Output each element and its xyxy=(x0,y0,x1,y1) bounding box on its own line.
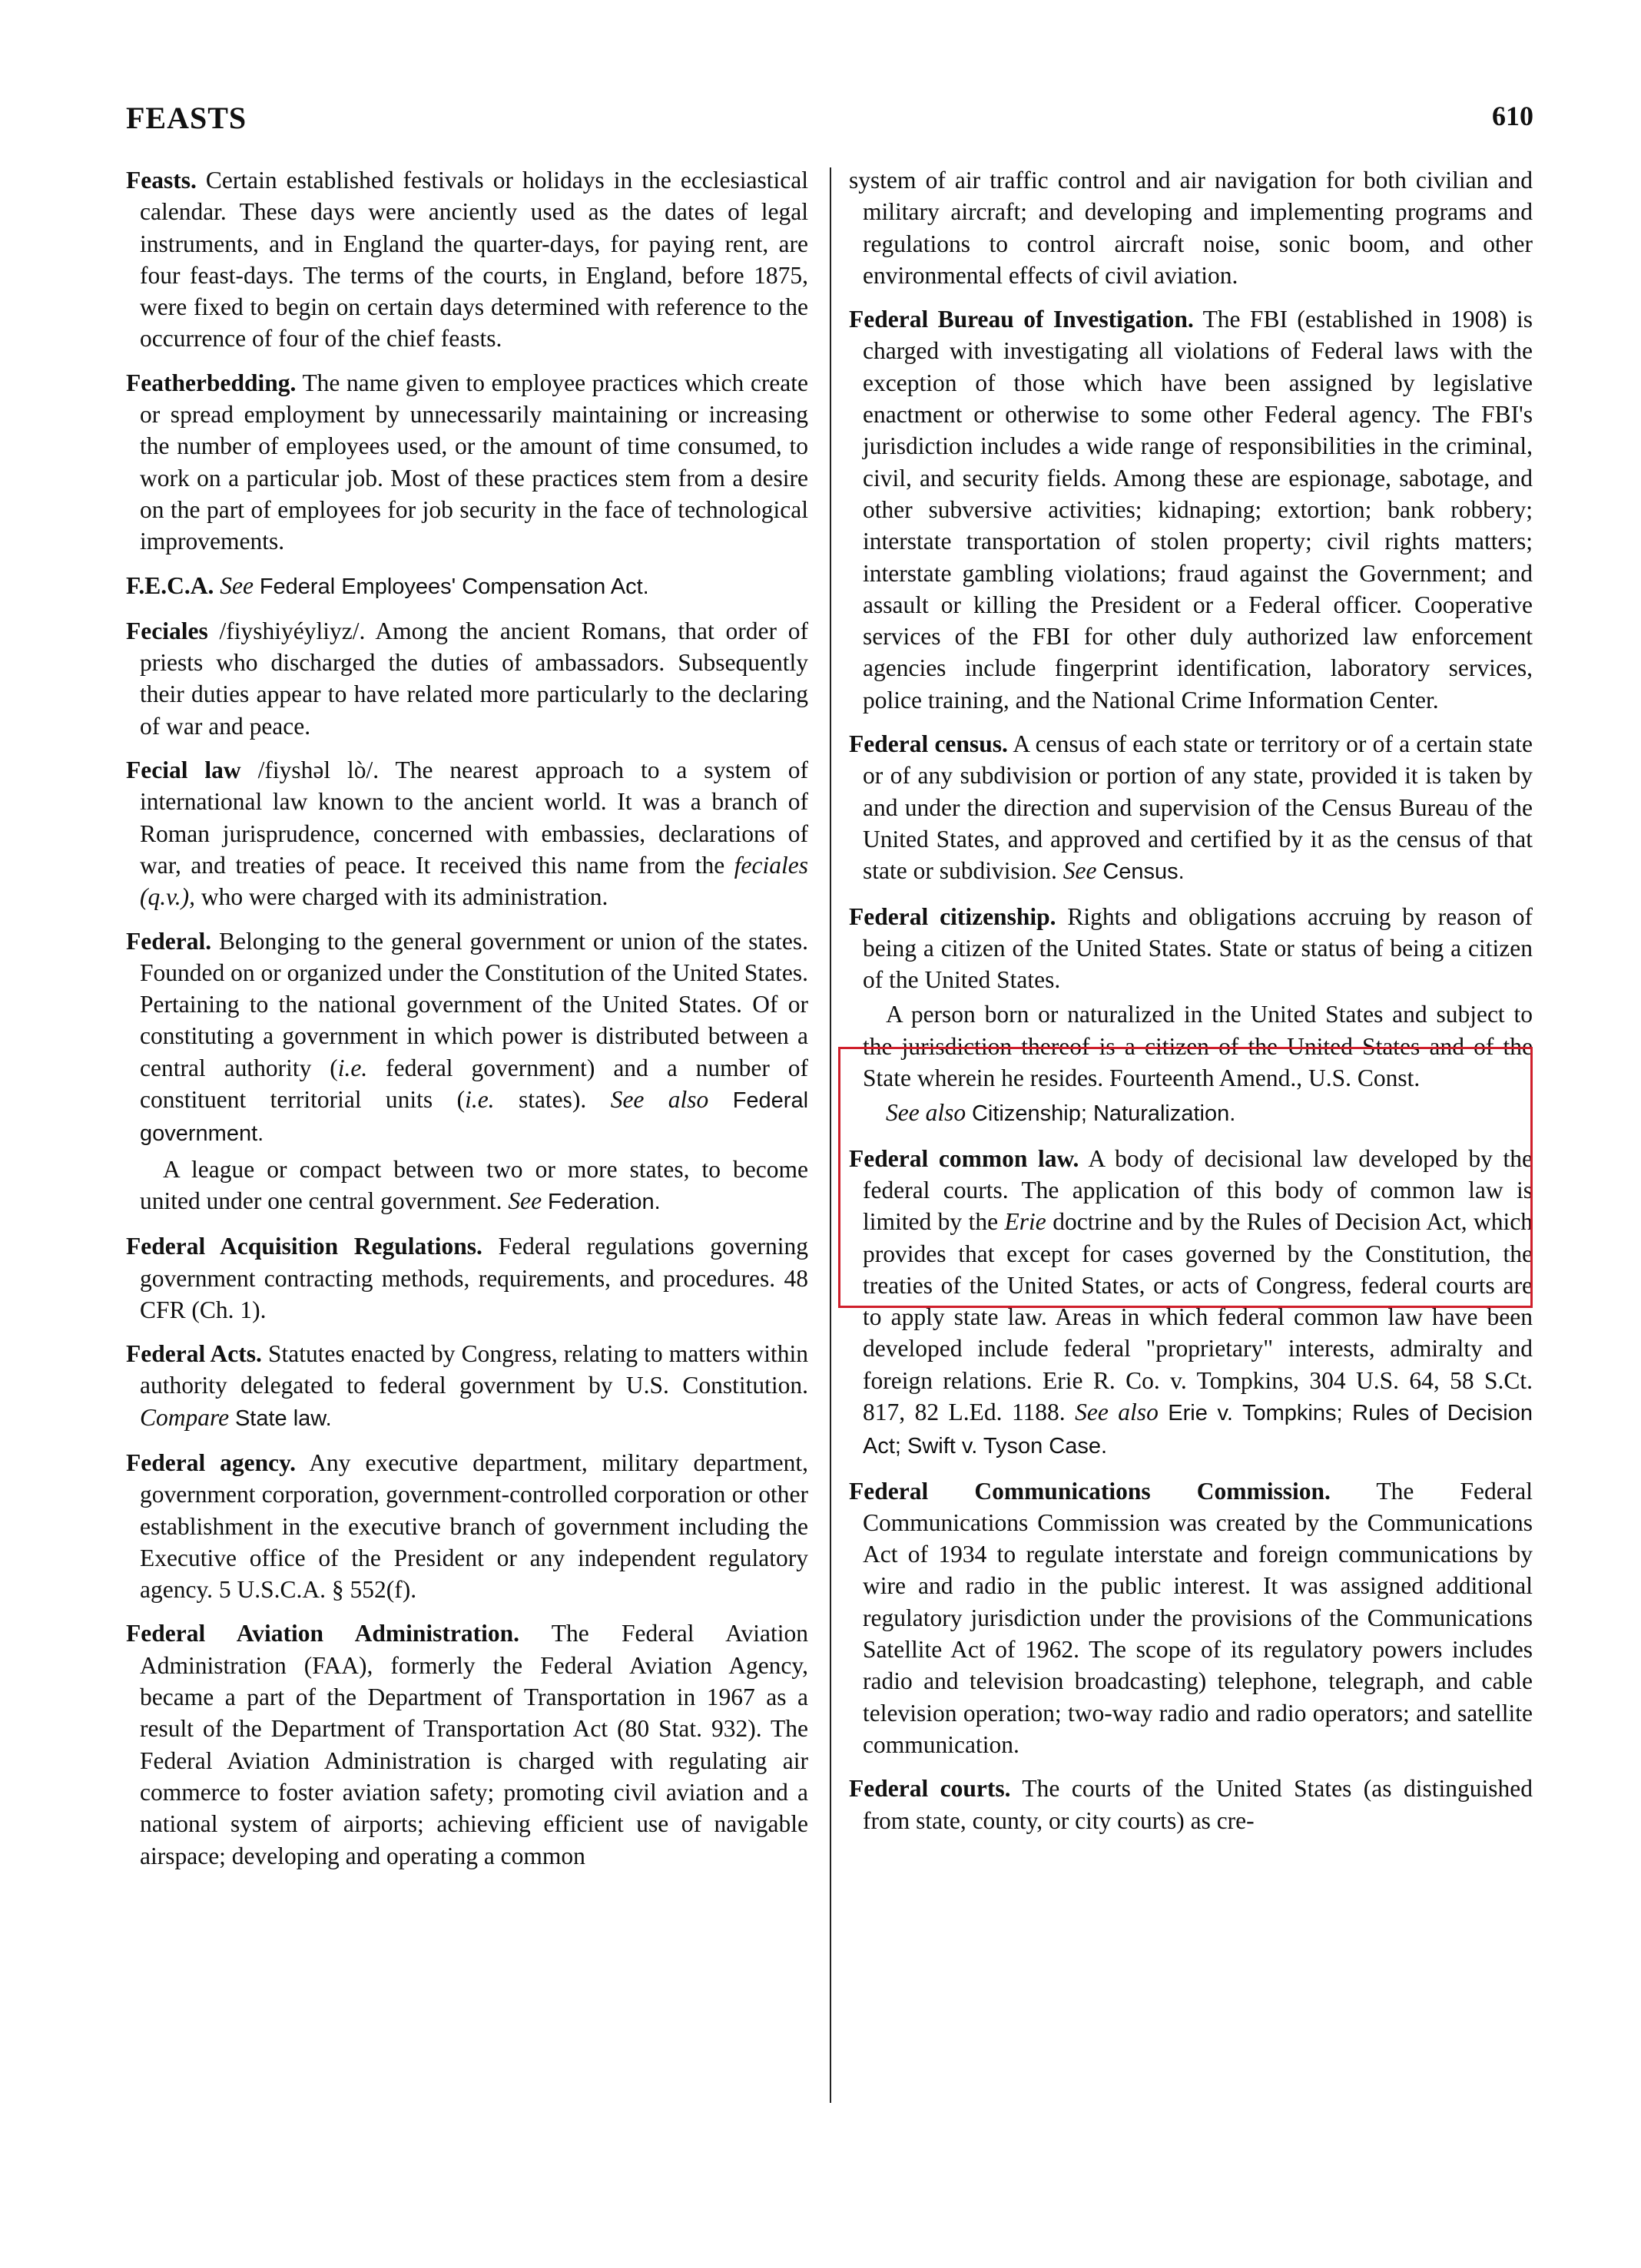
entry-text: A league or compact between two or more states, to become united under one central government. xyxy=(140,1155,808,1214)
entry-federal-agency xyxy=(126,1447,808,1605)
entry-paragraph xyxy=(849,303,1533,716)
entry-term: Federal Acts. xyxy=(126,1340,262,1368)
entry-term: Federal. xyxy=(126,927,212,955)
entry-text: The courts of the United States (as distinguished from state, county, or city courts) as cre- xyxy=(863,1775,1533,1834)
cross-reference: Federal Employees' Compensation Act. xyxy=(259,574,649,599)
entry-term: Federal census. xyxy=(849,730,1008,758)
entry-paragraph xyxy=(849,1143,1533,1463)
entry-federal-acts xyxy=(126,1338,808,1435)
italic-text: i.e. xyxy=(337,1054,368,1081)
entry-paragraph xyxy=(126,570,808,603)
entry-term: Federal Aviation Administration. xyxy=(126,1620,519,1647)
entry-featherbedding xyxy=(126,367,808,558)
entry-text xyxy=(1159,1399,1168,1425)
entry-text: A person born or naturalized in the United States and subject to the jurisdiction thereof is a citizen of the United States and of the State wherein he resides. Fourteenth Amend., U.S. Const. xyxy=(863,1001,1533,1092)
cross-reference: Erie v. Tompkins; Rules of Decision Act; Swift v. Tyson Case. xyxy=(863,1400,1533,1459)
entry-paragraph xyxy=(863,1097,1533,1130)
entry-term: F.E.C.A. xyxy=(126,571,214,599)
entry-term: Feciales xyxy=(126,617,208,644)
entry-text: Belonging to the general government or union of the states. Founded on or organized under the Constitution of the United States. Pertaining to the national government of the United States. Of or constituting a government in which power is distributed between a central authority ( xyxy=(140,927,808,1081)
entry-feasts xyxy=(126,164,808,355)
entry-faa xyxy=(126,1617,808,1871)
italic-text: feciales (q.v.), xyxy=(140,851,808,911)
entry-text xyxy=(542,1187,548,1214)
entry-paragraph xyxy=(126,1338,808,1435)
entry-paragraph xyxy=(849,901,1533,996)
cross-reference: State law. xyxy=(234,1405,332,1431)
entry-text: states). xyxy=(494,1086,611,1114)
entry-paragraph xyxy=(126,1617,808,1871)
entry-paragraph xyxy=(126,754,808,912)
entry-text xyxy=(229,1404,235,1431)
entry-paragraph xyxy=(849,164,1533,291)
entry-text: The Federal Aviation Administration (FAA), formerly the Federal Aviation Agency, became a part of the Department of Transportation in 1967 as a result of the Department of Transportation Act (80 Stat. 932). The Federal Aviation Administration is charged with regulating air commerce to foster aviation safety; promoting civil aviation and a national system of airports; achieving efficient use of navigable airspace; developing and operating a common xyxy=(140,1620,808,1869)
entry-term: Featherbedding. xyxy=(126,369,297,396)
page-header xyxy=(126,100,1533,146)
entry-term: Federal agency. xyxy=(126,1449,297,1476)
entry-paragraph xyxy=(126,367,808,558)
entry-federal-common-law xyxy=(849,1143,1533,1463)
entry-term: Feasts. xyxy=(126,167,197,194)
cross-reference: Citizenship; Naturalization. xyxy=(971,1101,1236,1127)
entry-text: The name given to employee practices which create or spread employment by unnecessarily maintaining or increasing the number of employees used, or the amount of time consumed, to work on a particular job. Most of these practices stem from a desire on the part of employees for job security in the face of technological improvements. xyxy=(140,369,808,555)
entry-text: The FBI (established in 1908) is charged with investigating all violations of Federal laws with the exception of those which have been assigned by legislative enactment or otherwise to some other Federal agency. The FBI's jurisdiction includes a wide range of responsibilities in the criminal, civil, and security fields. Among these are espionage, sabotage, and other subversive activities; kidnaping; extortion; bank robbery; interstate transportation of stolen property; civil rights matters; interstate gambling violations; fraud against the Government; and assault or killing the President or a Federal officer. Cooperative services of the FBI for other duly authorized law enforcement agencies include fingerprint identification, laboratory services, police training, and the National Crime Information Center. xyxy=(863,306,1533,714)
entry-paragraph xyxy=(863,998,1533,1094)
entry-text: A body of decisional law developed by the federal courts. The application of this body of common law is limited by the xyxy=(863,1144,1533,1236)
entry-paragraph xyxy=(126,925,809,1151)
entry-text xyxy=(254,572,260,599)
entry-text xyxy=(708,1086,732,1113)
entry-paragraph xyxy=(126,1230,808,1326)
entry-text: Any executive department, military department, government corporation, government-controlled corporation or other establishment in the executive branch of government including the Executive office of the President or any independent regulatory agency. 5 U.S.C.A. § 552(f). xyxy=(140,1449,809,1604)
italic-text: i.e. xyxy=(465,1086,495,1114)
entry-federal xyxy=(126,925,808,1219)
entry-paragraph xyxy=(126,1447,809,1605)
right-column xyxy=(849,164,1533,1849)
entry-federal-citizenship xyxy=(849,901,1533,1131)
entry-text: federal government) and a number of constituent territorial units ( xyxy=(140,1054,808,1114)
entry-term: Federal Communications Commission. xyxy=(849,1477,1331,1505)
entry-text: who were charged with its administration. xyxy=(195,883,608,911)
entry-fbi xyxy=(849,303,1533,716)
entry-feca xyxy=(126,570,808,603)
entry-paragraph xyxy=(126,164,808,355)
entry-text: Certain established festivals or holidays in the ecclesiastical calendar. These days were anciently used as the dates of legal instruments, and in England the quarter-days, for paying rent, are four feast-days. The terms of the courts, in England, before 1875, were fixed to begin on certain days determined with reference to the occurrence of four of the chief feasts. xyxy=(140,167,808,353)
entry-text: /fiyshəl lò/. The nearest approach to a system of international law known to the ancient world. It was a branch of Roman jurisprudence, concerned with embassies, declarations of war, and treaties of peace. It received this name from the xyxy=(140,757,808,879)
entry-text: doctrine and by the Rules of Decision Act, which provides that except for cases governed by the Constitution, the treaties of the United States, or acts of Congress, federal courts are to apply state law. Areas in which federal common law have been developed include federal "proprietary" interests, admiralty and foreign relations. Erie R. Co. v. Tompkins, 304 U.S. 64, 58 S.Ct. 817, 82 L.Ed. 1188. xyxy=(863,1208,1533,1425)
entry-paragraph xyxy=(126,615,808,742)
italic-text: See also xyxy=(1075,1398,1159,1425)
entry-paragraph xyxy=(140,1154,808,1219)
cross-reference: Federation. xyxy=(547,1189,661,1214)
italic-text: See xyxy=(220,571,254,599)
entry-text: Statutes enacted by Congress, relating to matters within authority delegated to federal government by U.S. Constitution. xyxy=(140,1340,808,1399)
running-head: FEASTS xyxy=(126,101,247,135)
entry-far xyxy=(126,1230,808,1326)
entry-text: The Federal Communications Commission was created by the Communications Act of 1934 to regulate interstate and foreign communications by wire and radio in the public interest. It was assigned additional regulatory jurisdiction under the provisions of the Communications Satellite Act of 1962. The scope of its regulatory powers includes radio and television broadcasting) telephone, telegraph, and cable television operation; two-way radio and radio operators; and satellite communication. xyxy=(863,1477,1533,1758)
entry-text: Rights and obligations accruing by reason of being a citizen of the United States. State or status of being a citizen of the United States. xyxy=(863,902,1533,994)
entry-federal-census xyxy=(849,728,1533,888)
entry-term: Fecial law xyxy=(126,757,241,784)
cross-reference: Census. xyxy=(1102,859,1185,885)
entry-text xyxy=(966,1099,972,1126)
entry-term: Federal common law. xyxy=(849,1144,1079,1172)
left-column xyxy=(126,164,808,1884)
entry-term: Federal Bureau of Investigation. xyxy=(849,306,1194,333)
entry-fcc xyxy=(849,1475,1533,1761)
italic-text: Erie xyxy=(1004,1208,1046,1236)
entry-text: system of air traffic control and air navigation for both civilian and military aircraft; and developing and implementing programs and regulations to control aircraft noise, sonic boom, and other environmental effects of civil aviation. xyxy=(849,167,1533,289)
entry-faa-cont xyxy=(849,164,1533,291)
entry-paragraph xyxy=(849,1773,1533,1836)
page-number: 610 xyxy=(1492,101,1533,131)
entry-text: /fiyshiyéyliyz/. Among the ancient Romans, that order of priests who discharged the duties of ambassadors. Subsequently their duties appear to have related more particularly to the declaring of war and peace. xyxy=(140,617,808,740)
entry-paragraph xyxy=(849,1475,1533,1761)
italic-text: See xyxy=(508,1187,542,1214)
entry-term: Federal courts. xyxy=(849,1775,1011,1803)
entry-feciales xyxy=(126,615,808,742)
italic-text: See xyxy=(1063,857,1097,885)
entry-term: Federal Acquisition Regulations. xyxy=(126,1233,482,1260)
entry-text: A census of each state or territory or of a certain state or of any subdivision or portion of any state, provided it is taken by and under the direction and supervision of the Census Bureau of the United States, and approved and certified by it as the census of that state or subdivision. xyxy=(863,730,1533,885)
italic-text: Compare xyxy=(140,1403,230,1431)
entry-fecial-law xyxy=(126,754,808,912)
entry-paragraph xyxy=(849,728,1533,888)
entry-text: Federal regulations governing government contracting methods, requirements, and procedures. 48 CFR (Ch. 1). xyxy=(140,1233,808,1323)
entry-term: Federal citizenship. xyxy=(849,902,1056,930)
entry-federal-courts xyxy=(849,1773,1533,1836)
cross-reference: Federal government. xyxy=(140,1088,809,1147)
italic-text: See also xyxy=(886,1099,966,1127)
column-divider xyxy=(830,167,831,2103)
italic-text: See also xyxy=(610,1086,709,1114)
